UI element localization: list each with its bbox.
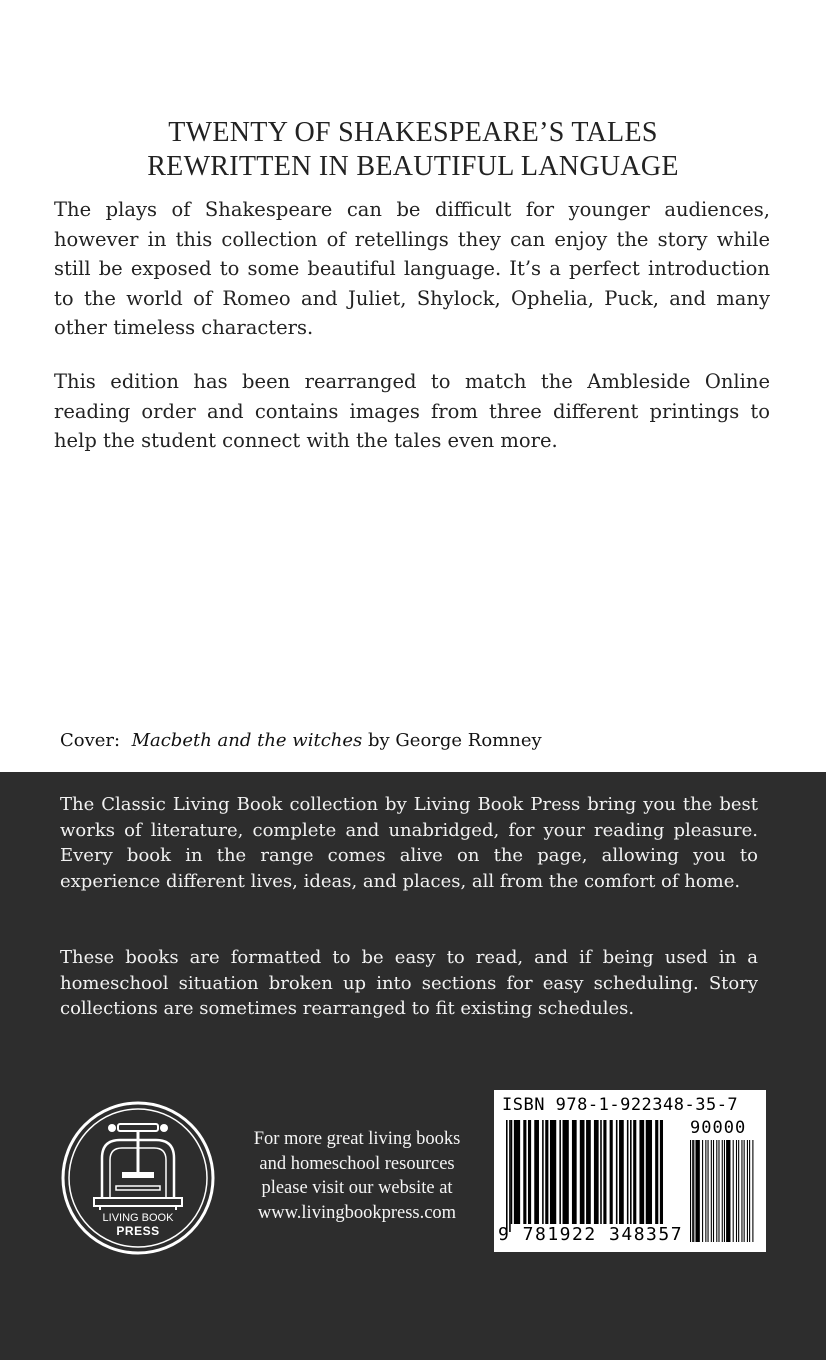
barcode-bar xyxy=(633,1120,636,1224)
lower-panel xyxy=(0,772,826,1360)
barcode-bar xyxy=(580,1120,585,1224)
barcode-bar xyxy=(646,1120,652,1224)
barcode-bar xyxy=(747,1140,748,1242)
promo-line-1: For more great living books xyxy=(253,1129,461,1149)
barcode-bar xyxy=(639,1120,644,1224)
barcode-bar xyxy=(619,1120,624,1224)
barcode-bar xyxy=(523,1120,526,1224)
barcode-bar xyxy=(600,1120,602,1224)
barcode-bar xyxy=(514,1120,520,1224)
barcode-bar xyxy=(509,1120,511,1232)
barcode-bar xyxy=(528,1120,531,1224)
ean-barcode-bars xyxy=(506,1120,674,1232)
barcode-bar xyxy=(741,1140,742,1242)
barcode-bar xyxy=(716,1140,717,1242)
barcode-bar xyxy=(726,1140,730,1242)
barcode-bar xyxy=(545,1120,548,1224)
barcode-bar xyxy=(534,1120,539,1224)
barcode-bar xyxy=(733,1140,734,1242)
barcode-bar xyxy=(711,1140,712,1242)
website-url: www.livingbookpress.com xyxy=(257,1202,457,1223)
logo-line-2: PRESS xyxy=(116,1224,160,1238)
description-paragraph-2: This edition has been rearranged to match the Ambleside Online reading order and contains images from three different printings to help the student connect with the tales even more. xyxy=(54,370,770,452)
cover-credit xyxy=(60,728,542,754)
barcode-bar xyxy=(610,1120,613,1224)
isbn-label: ISBN 978-1-922348-35-7 xyxy=(502,1095,739,1115)
barcode-bar xyxy=(616,1120,618,1224)
heading-line-2: REWRITTEN IN BEAUTIFUL LANGUAGE xyxy=(147,151,679,182)
barcode-bar xyxy=(506,1120,508,1232)
promo-line-3: please visit our website at xyxy=(261,1178,453,1198)
barcode-bar xyxy=(724,1140,725,1242)
ean-digits: 9 781922 348357 xyxy=(498,1224,684,1245)
barcode-bar xyxy=(630,1120,632,1224)
barcode-bar xyxy=(738,1140,739,1242)
barcode-bar xyxy=(542,1120,544,1224)
barcode-bar xyxy=(660,1120,663,1224)
barcode-bar xyxy=(563,1120,569,1224)
barcode-bar xyxy=(752,1140,753,1242)
barcode-bar xyxy=(749,1140,750,1242)
barcode-bar xyxy=(705,1140,706,1242)
barcode-bar xyxy=(692,1140,693,1242)
collection-paragraph-1: The Classic Living Book collection by Living Book Press bring you the best works of literature, complete and unabridged, for your reading pleasure. Every book in the range comes alive on the page, allowing you to experience different lives, ideas, and places, all from the comfort of home. xyxy=(60,794,758,893)
barcode-bar xyxy=(586,1120,591,1224)
barcode-bar xyxy=(572,1120,577,1224)
promo-line-2: and homeschool resources xyxy=(259,1153,455,1174)
addon-barcode-bars xyxy=(690,1140,760,1242)
website-promo xyxy=(232,1127,482,1225)
barcode-bar xyxy=(702,1140,703,1242)
collection-paragraph-2: These books are formatted to be easy to read, and if being used in a homeschool situation broken up into sections for easy scheduling. Story collections are sometimes rearranged to fit existing schedules. xyxy=(60,947,758,1020)
barcode-bar xyxy=(744,1140,745,1242)
barcode-bar xyxy=(695,1140,699,1242)
barcode-bar xyxy=(718,1140,719,1242)
barcode-bar xyxy=(713,1140,714,1242)
barcode-bar xyxy=(594,1120,599,1224)
barcode-bar xyxy=(722,1140,723,1242)
logo-label xyxy=(60,1212,216,1238)
page-heading xyxy=(0,116,826,184)
addon-code: 90000 xyxy=(690,1118,747,1138)
barcode-bar xyxy=(690,1140,691,1242)
barcode-bar xyxy=(511,1120,513,1224)
barcode-bar xyxy=(736,1140,737,1242)
barcode-bar xyxy=(603,1120,606,1224)
description-paragraph-1: The plays of Shakespeare can be difficult for younger audiences, however in this collection of retellings they can enjoy the story while still be exposed to some beautiful language. It’s a perfect introduction to the world of Romeo and Juliet, Shylock, Ophelia, Puck, and many other timeless characters. xyxy=(54,198,770,339)
credit-prefix: Cover: xyxy=(60,730,121,751)
credit-suffix: by George Romney xyxy=(368,730,542,751)
heading-line-1: TWENTY OF SHAKESPEARE’S TALES xyxy=(168,117,658,148)
isbn-barcode xyxy=(494,1090,766,1252)
barcode-bar xyxy=(693,1140,694,1242)
barcode-bar xyxy=(550,1120,556,1224)
credit-title: Macbeth and the witches xyxy=(131,730,363,751)
barcode-bar xyxy=(627,1120,629,1224)
barcode-bar xyxy=(708,1140,709,1242)
barcode-bar xyxy=(559,1120,561,1224)
logo-line-1: LIVING BOOK xyxy=(102,1212,174,1224)
barcode-bar xyxy=(655,1120,658,1224)
